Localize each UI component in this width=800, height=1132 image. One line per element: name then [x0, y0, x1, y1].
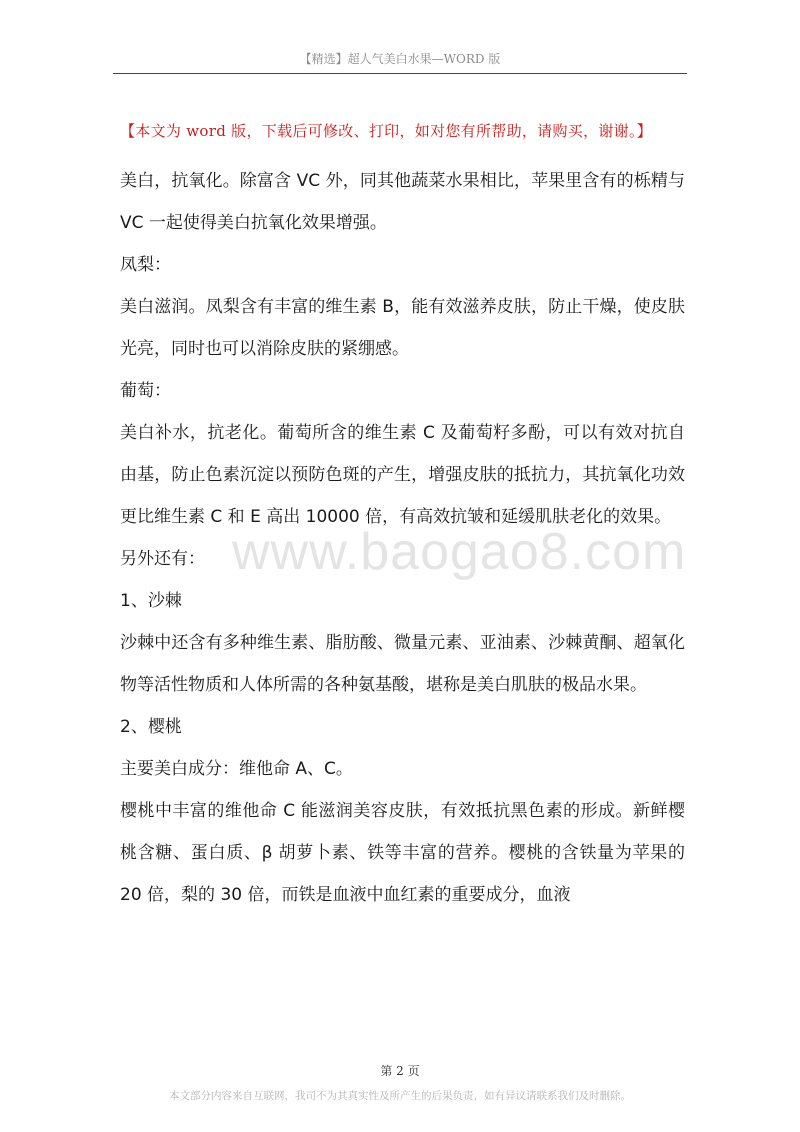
page-header: 【精选】超人气美白水果—WORD 版 [299, 52, 501, 66]
header-divider [113, 73, 687, 74]
paragraph-pineapple: 美白滋润。凤梨含有丰富的维生素 B，能有效滋养皮肤，防止干燥，使皮肤光亮，同时也可以消除皮肤的紧绷感。 [120, 297, 685, 359]
download-notice: 【本文为 word 版，下载后可修改、打印，如对您有所帮助，请购买，谢谢。】 [120, 122, 653, 140]
heading-sea-buckthorn: 1、沙棘 [120, 591, 182, 611]
heading-cherry: 2、樱桃 [120, 717, 182, 737]
paragraph-sea-buckthorn: 沙棘中还含有多种维生素、脂肪酸、微量元素、亚油素、沙棘黄酮、超氧化物等活性物质和人体所需的各种氨基酸，堪称是美白肌肤的极品水果。 [120, 633, 685, 695]
watermark: www.baogao8.com [232, 523, 687, 581]
paragraph-cherry-ingredients: 主要美白成分：维他命 A、C。 [120, 759, 353, 779]
paragraph-grape: 美白补水，抗老化。葡萄所含的维生素 C 及葡萄籽多酚，可以有效对抗自由基，防止色素沉淀以预防色斑的产生，增强皮肤的抵抗力，其抗氧化功效更比维生素 C 和 E 高出 10000 倍，有高效抗皱和延缓肌肤老化的效果。 [120, 423, 685, 527]
paragraph-apple-benefits: 美白，抗氧化。除富含 VC 外，同其他蔬菜水果相比，苹果里含有的栎精与 VC 一起使得美白抗氧化效果增强。 [120, 171, 685, 233]
paragraph-cherry: 樱桃中丰富的维他命 C 能滋润美容皮肤，有效抵抗黑色素的形成。新鲜樱桃含糖、蛋白质、β 胡萝卜素、铁等丰富的营养。樱桃的含铁量为苹果的 20 倍，梨的 30 倍，而铁是血液中血红素的重要成分，血液 [120, 801, 685, 905]
heading-others: 另外还有： [120, 549, 205, 569]
footer-disclaimer: 本文部分内容来自互联网，我司不为其真实性及所产生的后果负责，如有异议请联系我们及时删除。 [169, 1090, 631, 1102]
heading-pineapple: 凤梨： [120, 255, 171, 275]
heading-grape: 葡萄： [120, 381, 171, 401]
page-number: 第 2 页 [380, 1064, 420, 1078]
